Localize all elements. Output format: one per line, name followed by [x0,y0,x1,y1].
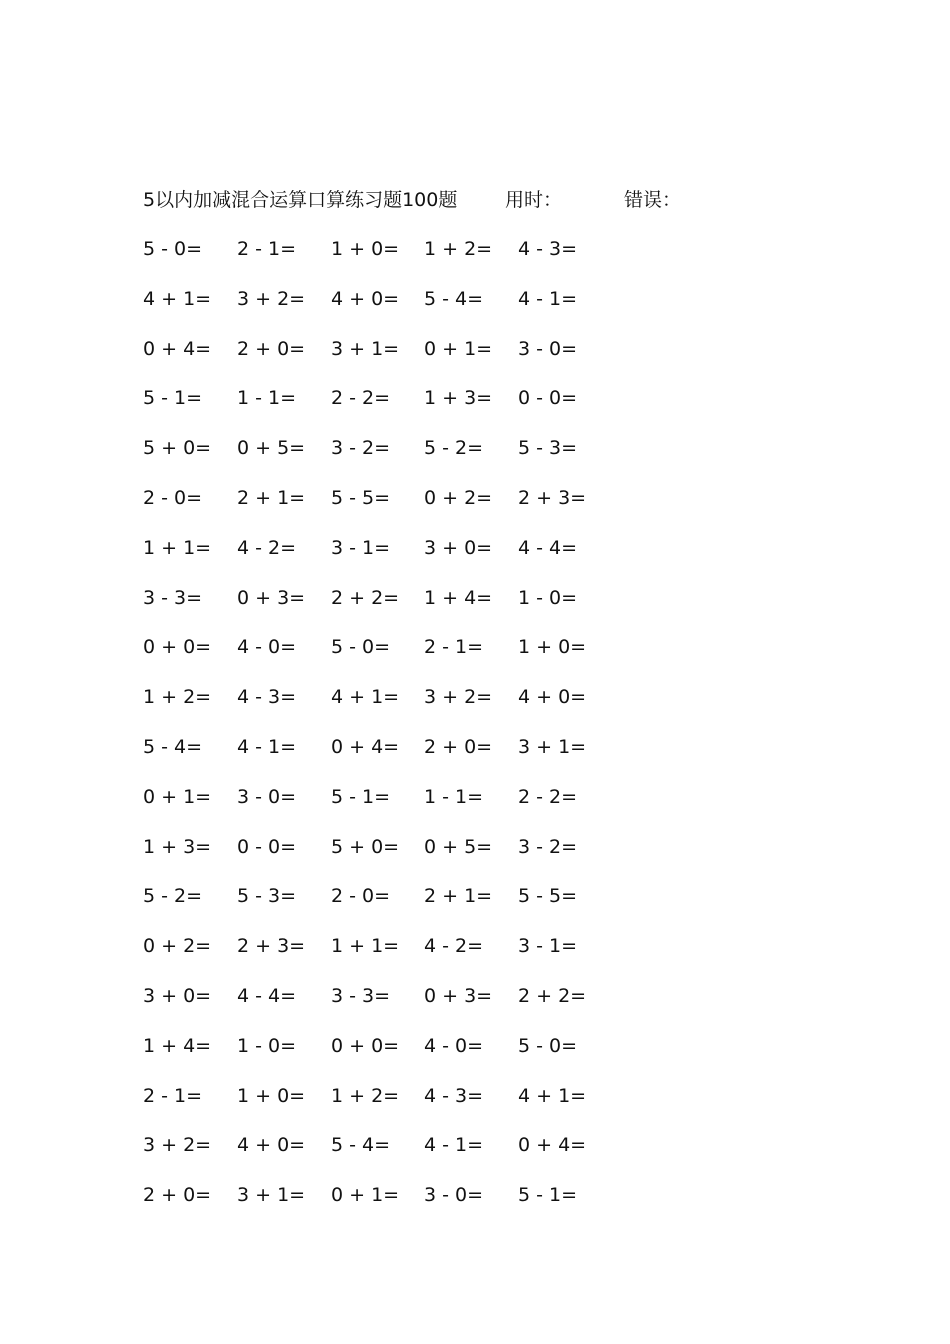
problem-item: 1 - 1= [237,387,297,410]
problem-item: 4 - 3= [237,686,297,709]
problem-item: 0 - 0= [518,387,578,410]
problem-item: 2 + 1= [237,486,306,509]
problem-row [143,683,623,733]
problem-row [143,384,623,434]
problem-item: 0 + 2= [424,486,493,509]
problem-item: 1 - 0= [237,1034,297,1057]
problem-item: 3 + 0= [424,536,493,559]
problem-item: 0 + 2= [143,935,212,958]
problem-item: 4 - 2= [237,536,297,559]
problem-item: 4 - 1= [424,1134,484,1157]
worksheet-header [143,186,763,214]
problem-item: 4 - 3= [518,238,578,260]
problem-item: 0 + 0= [331,1034,400,1057]
problem-row [143,982,623,1032]
problem-item: 2 + 3= [518,486,587,509]
problem-item: 0 + 4= [331,735,400,758]
problem-item: 1 + 2= [331,1084,400,1107]
problem-item: 2 - 1= [143,1084,203,1107]
problem-item: 5 - 1= [331,785,391,808]
problem-item: 4 - 2= [424,935,484,958]
problem-item: 0 + 3= [424,984,493,1007]
problem-row [143,633,623,683]
problem-row [143,1181,623,1231]
problem-item: 0 + 5= [237,437,306,460]
problem-item: 1 + 1= [331,935,400,958]
problem-item: 5 + 0= [143,437,212,460]
problem-item: 2 + 2= [331,586,400,609]
problem-item: 2 + 2= [518,984,587,1007]
problem-item: 5 - 4= [143,735,203,758]
problem-item: 1 + 4= [143,1034,212,1057]
problem-item: 2 + 1= [424,885,493,908]
problem-item: 0 - 0= [237,835,297,858]
problem-item: 2 - 0= [331,885,391,908]
problem-item: 2 - 2= [518,785,578,808]
problem-item: 1 - 0= [518,586,578,609]
problem-row [143,783,623,833]
problem-item: 3 - 2= [331,437,391,460]
problem-item: 5 - 0= [143,238,203,260]
problem-item: 3 - 2= [518,835,578,858]
problem-item: 1 + 4= [424,586,493,609]
problem-item: 4 + 1= [331,686,400,709]
problem-row [143,534,623,584]
problem-row [143,285,623,335]
error-label: 错误： [624,189,682,211]
problem-item: 0 + 4= [143,337,212,360]
problem-item: 3 - 0= [424,1184,484,1207]
problem-item: 1 + 2= [143,686,212,709]
problem-item: 0 + 4= [518,1134,587,1157]
problem-row [143,235,623,285]
problem-item: 5 - 4= [424,287,484,310]
problem-item: 5 - 2= [143,885,203,908]
problem-item: 0 + 1= [424,337,493,360]
problem-row [143,932,623,982]
problem-item: 4 + 0= [518,686,587,709]
problem-item: 2 + 3= [237,935,306,958]
problem-item: 4 - 3= [424,1084,484,1107]
problem-item: 2 + 0= [143,1184,212,1207]
problem-item: 1 + 3= [143,835,212,858]
problem-item: 3 + 0= [143,984,212,1007]
problem-item: 4 - 0= [424,1034,484,1057]
problem-item: 3 - 0= [518,337,578,360]
problem-item: 3 + 1= [237,1184,306,1207]
problem-item: 3 + 1= [518,735,587,758]
problem-item: 0 + 3= [237,586,306,609]
problem-item: 5 - 3= [518,437,578,460]
problem-item: 3 - 1= [518,935,578,958]
problem-item: 3 + 2= [424,686,493,709]
problem-item: 1 + 2= [424,238,493,260]
problem-item: 5 - 1= [143,387,203,410]
problem-item: 2 - 1= [237,238,297,260]
problem-item: 0 + 1= [331,1184,400,1207]
problem-item: 1 + 1= [143,536,212,559]
problem-item: 1 - 1= [424,785,484,808]
problem-item: 1 + 0= [237,1084,306,1107]
problem-item: 2 + 0= [237,337,306,360]
problem-item: 4 - 4= [518,536,578,559]
time-label: 用时： [505,189,563,211]
problem-item: 4 + 1= [143,287,212,310]
problem-item: 1 + 0= [518,636,587,659]
problem-item: 5 - 4= [331,1134,391,1157]
worksheet-title: 5以内加减混合运算口算练习题100题 [143,189,458,211]
problem-row [143,733,623,783]
problem-item: 2 - 0= [143,486,203,509]
problem-item: 4 - 1= [237,735,297,758]
problem-item: 3 + 2= [143,1134,212,1157]
problem-item: 4 - 0= [237,636,297,659]
problem-row [143,882,623,932]
problem-item: 4 + 0= [331,287,400,310]
problem-row [143,833,623,883]
problem-item: 2 - 2= [331,387,391,410]
problem-item: 5 - 5= [518,885,578,908]
problem-item: 5 - 2= [424,437,484,460]
problem-item: 5 - 1= [518,1184,578,1207]
problem-row [143,484,623,534]
problem-item: 5 - 5= [331,486,391,509]
problem-item: 3 + 1= [331,337,400,360]
problem-item: 0 + 0= [143,636,212,659]
problem-item: 3 - 3= [331,984,391,1007]
problem-item: 3 - 0= [237,785,297,808]
problem-item: 4 - 4= [237,984,297,1007]
problem-item: 3 - 1= [331,536,391,559]
problem-item: 5 + 0= [331,835,400,858]
problem-item: 4 + 0= [237,1134,306,1157]
problem-row [143,1032,623,1082]
problem-row [143,584,623,634]
problem-row [143,1082,623,1132]
problem-item: 3 + 2= [237,287,306,310]
problem-item: 4 - 1= [518,287,578,310]
problem-item: 5 - 0= [518,1034,578,1057]
problem-item: 5 - 0= [331,636,391,659]
problem-item: 4 + 1= [518,1084,587,1107]
problem-item: 0 + 5= [424,835,493,858]
problem-item: 0 + 1= [143,785,212,808]
problem-item: 1 + 3= [424,387,493,410]
problem-row [143,1131,623,1181]
problem-grid [143,235,623,1231]
problem-item: 1 + 0= [331,238,400,260]
problem-item: 2 - 1= [424,636,484,659]
problem-row [143,335,623,385]
problem-row [143,434,623,484]
problem-item: 2 + 0= [424,735,493,758]
problem-item: 3 - 3= [143,586,203,609]
problem-item: 5 - 3= [237,885,297,908]
